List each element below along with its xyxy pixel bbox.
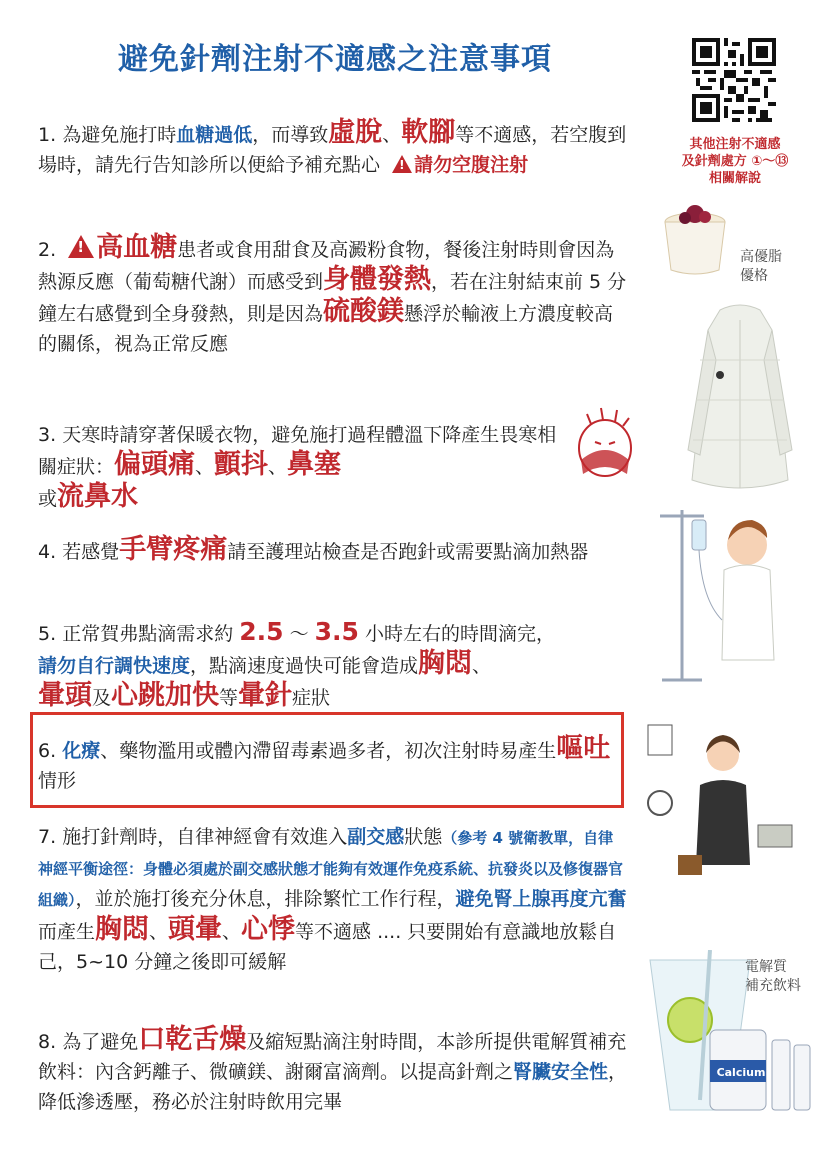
item-text: 、 [472,655,492,677]
emphasis-text: 鼻塞 [287,449,342,480]
emphasis-text: 血糖過低 [176,124,253,146]
emphasis-text: 手臂疼痛 [119,534,228,565]
item-text: 及 [92,687,112,709]
emphasis-text: 流鼻水 [57,481,139,512]
item-text: 、 [149,921,169,943]
emphasis-text: 副交感 [347,826,405,848]
item-text: 等不適感，若空腹到場時，請先行告知診所以便給予補充點心 [38,124,627,176]
item-text: 天寒時請穿著保暖衣物，避免施打過程體溫下降產生畏寒相關症狀： [38,424,557,478]
item-number: 2. [38,239,57,261]
nurse-iv-illustration [652,510,782,690]
item-text: 狀態 [404,826,443,848]
emphasis-text: 心悸 [241,914,296,945]
item-number: 5. [38,623,57,645]
item-number: 8. [38,1031,57,1053]
item-text: 症狀 [292,687,331,709]
warning-icon [68,235,94,258]
coat-illustration [680,300,800,500]
item-text: 等 [219,687,239,709]
list-item-2 [38,233,628,359]
item-text: ，降低滲透壓，務必於注射時飲用完畢 [38,1061,628,1113]
emphasis-text: 暈針 [238,680,293,711]
item-text: 患者或食用甜食及高澱粉食物，餐後注射時則會因為熱源反應（葡萄糖代謝）而感受到 [38,239,615,293]
emphasis-text: 顫抖 [214,449,269,480]
emphasis-text: 口乾舌燥 [138,1024,247,1055]
warning-icon [392,155,412,173]
item-text: 、 [268,456,288,478]
item-text: 及縮短點滴注射時間，本診所提供電解質補充飲料：內含鈣離子、微礦鎂、謝爾富滴劑。以提高針劑之 [38,1031,627,1083]
item-number: 6. [38,740,57,762]
emphasis-text: 頭暈 [168,914,223,945]
label-line: 補充飲料 [745,978,801,994]
item-number: 3. [38,424,57,446]
emphasis-text: 嘔吐 [556,733,611,764]
page-title: 避免針劑注射不適感之注意事項 [118,42,552,77]
reference-note: （參考 4 號衛教單，自律神經平衡途徑：身體必須處於副交感狀態才能夠有效運作免疫系統、抗發炎以及修復器官組織） [38,829,624,909]
list-item-6 [38,734,613,796]
yogurt-label [740,248,782,286]
emphasis-text: 腎臟安全性 [513,1061,609,1083]
item-text: 、 [222,921,242,943]
item-number: 1. [38,124,57,146]
qr-caption-line: 其他注射不適感 [689,137,781,152]
emphasis-text: 胸悶 [418,648,473,679]
list-item-4 [38,535,628,567]
item-text: 若感覺 [62,541,120,563]
emphasis-text: 心跳加快 [111,680,220,711]
label-line: 電解質 [745,959,787,975]
item-number: 7. [38,826,57,848]
emphasis-text: 硫酸鎂 [323,296,405,327]
list-item-5 [38,617,628,713]
label-line: 優格 [740,268,768,284]
emphasis-text: 虛脫 [328,117,383,148]
emphasis-text: 胸悶 [95,914,150,945]
emphasis-text: 請勿自行調快速度 [38,655,191,677]
emphasis-text: 避免腎上腺再度亢奮 [455,888,627,910]
item-text: 懸浮於輸液上方濃度較高的關係，視為正常反應 [38,303,614,355]
item-text: ，並於施打後充分休息，排除繁忙工作行程， [75,888,456,910]
item-text: ，點滴速度過快可能會造成 [190,655,419,677]
list-item-3 [38,420,563,514]
item-text: 為避免施打時 [62,124,177,146]
item-text: 、 [382,124,402,146]
emphasis-text: 暈頭 [38,680,92,711]
item-text: 為了避免 [62,1031,139,1053]
item-text: 正常賀弗點滴需求約 [62,623,240,645]
list-item-1 [38,118,628,180]
item-text: ，而導致 [252,124,329,146]
list-item-8 [38,1025,628,1117]
item-text: 施打針劑時，自律神經會有效進入 [62,826,348,848]
yogurt-illustration [655,200,735,280]
item-text: 請至護理站檢查是否跑針或需要點滴加熱器 [227,541,589,563]
qr-code[interactable] [692,38,776,122]
busy-woman-illustration [638,715,808,895]
item-text: 、藥物濫用或體內滯留毒素過多者，初次注射時易產生 [100,740,557,762]
bottle-label: Calcium [716,1066,766,1079]
item-text: 、 [195,456,215,478]
item-text: 情形 [38,770,77,792]
emphasis-text: 偏頭痛 [114,449,196,480]
item-text: ～ [283,623,315,645]
list-item-7 [38,822,628,977]
emphasis-text: 化療 [62,740,101,762]
qr-caption-line: 相關解說 [708,171,761,186]
warning-text: 請勿空腹注射 [414,154,529,176]
qr-caption [660,136,810,187]
item-text: ，若在注射結束前 5 分鐘左右感覺到全身發熱，則是因為 [38,271,627,325]
emphasis-text: 身體發熱 [323,264,432,295]
item-text: 或 [38,488,58,510]
emphasis-number: 2.5 [239,617,284,646]
item-text: 小時左右的時間滴完， [358,623,555,645]
label-line: 高優脂 [740,249,782,265]
emphasis-number: 3.5 [314,617,359,646]
drink-label [745,958,801,996]
emphasis-text: 高血糖 [96,232,178,263]
qr-caption-line: 及針劑處方 ①～⑬ [681,154,789,169]
item-text: 而產生 [38,921,96,943]
item-text: 等不適感 .... 只要開始有意識地放鬆自己，5~10 分鐘之後即可緩解 [38,921,617,973]
item-number: 4. [38,541,57,563]
emphasis-text: 軟腳 [401,117,456,148]
cold-person-illustration [565,400,645,490]
